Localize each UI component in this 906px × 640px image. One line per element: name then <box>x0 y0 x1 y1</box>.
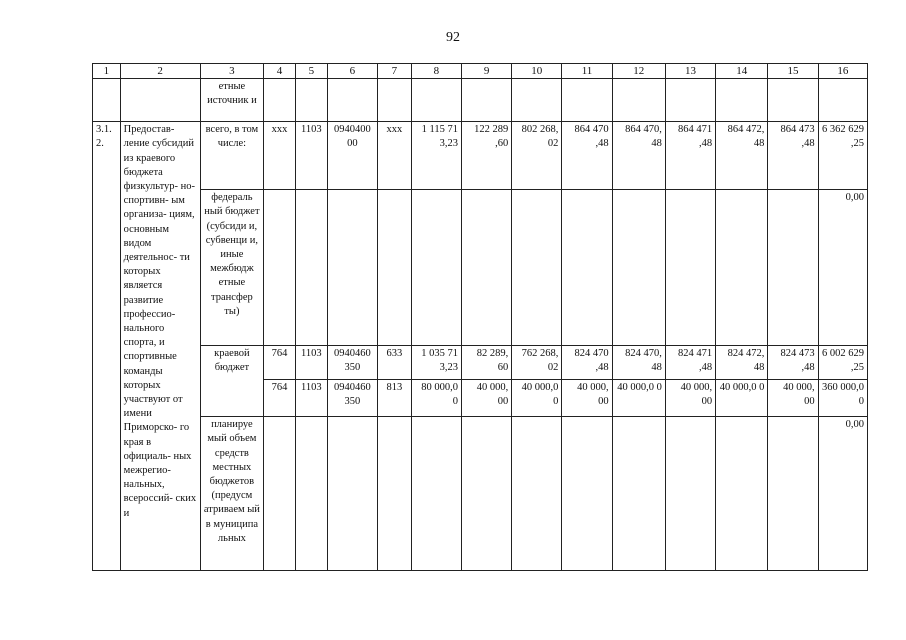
header-cell: 10 <box>512 64 562 79</box>
header-cell: 7 <box>377 64 411 79</box>
cell-c13: 864 471 ,48 <box>665 122 715 190</box>
budget-table <box>92 63 868 571</box>
header-cell: 12 <box>612 64 665 79</box>
cell-c15: 40 000, 00 <box>768 380 818 417</box>
header-cell: 13 <box>665 64 715 79</box>
header-cell: 1 <box>93 64 121 79</box>
header-cell: 11 <box>562 64 612 79</box>
header-cell: 3 <box>200 64 264 79</box>
cell-c8: 1 115 71 3,23 <box>411 122 461 190</box>
cell-c4: ххх <box>264 122 296 190</box>
measure-name: Предостав- ление субсидий из краевого бюджета физкультур- но-спортивн- ым организа- циям, основным видом деятельнос- ти которых является развитие профессио- нального спорта, и спортивные команды которых участвуют от имени Приморско- го края в официаль- ных межрегио- нальных, всероссий- ских и <box>120 122 200 571</box>
header-cell: 16 <box>818 64 867 79</box>
row-number: 3.1. 2. <box>93 122 121 571</box>
cell-c14: 824 472, 48 <box>716 346 768 380</box>
source-label-local: планируе мый объем средств местных бюджетов (предусм атриваем ый в муниципа льных <box>200 417 264 571</box>
source-label-federal: федераль ный бюджет (субсиди и, субвенци и, иные межбюдж етные трансфер ты) <box>200 190 264 346</box>
cell-c9: 40 000, 00 <box>461 380 511 417</box>
cell-c6: 0940460 350 <box>327 346 377 380</box>
cell-c15: 864 473 ,48 <box>768 122 818 190</box>
cell-c9: 122 289 ,60 <box>461 122 511 190</box>
header-cell: 9 <box>461 64 511 79</box>
cell-c14: 40 000,0 0 <box>716 380 768 417</box>
header-cell: 4 <box>264 64 296 79</box>
cell-c13: 824 471 ,48 <box>665 346 715 380</box>
cell-c11: 40 000, 00 <box>562 380 612 417</box>
cell-c7: ххх <box>377 122 411 190</box>
cell-c16: 0,00 <box>818 190 867 346</box>
cell-c16: 6 362 629 ,25 <box>818 122 867 190</box>
header-cell: 8 <box>411 64 461 79</box>
cell-c10: 762 268, 02 <box>512 346 562 380</box>
cell-c16: 6 002 629 ,25 <box>818 346 867 380</box>
header-cell: 5 <box>295 64 327 79</box>
header-cell: 6 <box>327 64 377 79</box>
cell-c10: 40 000,0 0 <box>512 380 562 417</box>
carry-over-row <box>93 79 868 122</box>
cell-c6: 0940460 350 <box>327 380 377 417</box>
cell-c5: 1103 <box>295 380 327 417</box>
header-cell: 2 <box>120 64 200 79</box>
cell-c7: 633 <box>377 346 411 380</box>
cell-c9: 82 289, 60 <box>461 346 511 380</box>
cell-c12: 824 470, 48 <box>612 346 665 380</box>
cell-c12: 864 470, 48 <box>612 122 665 190</box>
cell-c14: 864 472, 48 <box>716 122 768 190</box>
cell-c4: 764 <box>264 380 296 417</box>
cell-c8: 1 035 71 3,23 <box>411 346 461 380</box>
cell-c10: 802 268, 02 <box>512 122 562 190</box>
page-number: 92 <box>446 30 460 45</box>
cell-c7: 813 <box>377 380 411 417</box>
cell-c13: 40 000, 00 <box>665 380 715 417</box>
cell-c11: 824 470 ,48 <box>562 346 612 380</box>
total-row <box>93 122 868 190</box>
header-cell: 14 <box>716 64 768 79</box>
carry-source-label: етные источник и <box>200 79 264 122</box>
cell-c15: 824 473 ,48 <box>768 346 818 380</box>
source-label-total: всего, в том числе: <box>200 122 264 190</box>
header-row <box>93 64 868 79</box>
cell-c8: 80 000,0 0 <box>411 380 461 417</box>
cell-c4: 764 <box>264 346 296 380</box>
source-label-regional: краевой бюджет <box>200 346 264 417</box>
cell-c16: 0,00 <box>818 417 867 571</box>
cell-c11: 864 470 ,48 <box>562 122 612 190</box>
cell-c6: 0940400 00 <box>327 122 377 190</box>
federal-row <box>93 190 868 346</box>
cell-c5: 1103 <box>295 346 327 380</box>
cell-c16: 360 000,0 0 <box>818 380 867 417</box>
cell-c12: 40 000,0 0 <box>612 380 665 417</box>
header-cell: 15 <box>768 64 818 79</box>
cell-c5: 1103 <box>295 122 327 190</box>
local-row <box>93 417 868 571</box>
regional-row <box>93 346 868 380</box>
